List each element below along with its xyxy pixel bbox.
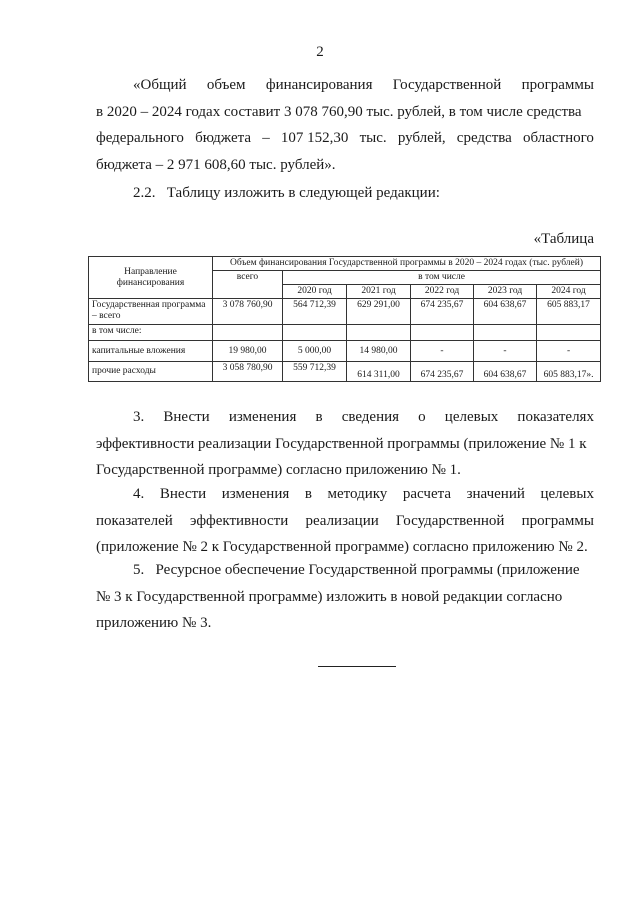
closing-divider: [318, 666, 396, 667]
item-5-line-2: № 3 к Государственной программе) изложить в новой редакции согласно: [96, 588, 563, 605]
header-volume: Объем финансирования Государственной программы в 2020 – 2024 годах (тыс. рублей): [213, 257, 601, 271]
cell-total: 3 078 760,90: [213, 299, 283, 325]
cell-total: 19 980,00: [213, 341, 283, 362]
row-label: капитальные вложения: [89, 341, 213, 362]
row-label: прочие расходы: [89, 362, 213, 382]
cell-value: 564 712,39: [283, 299, 347, 325]
cell-total: 3 058 780,90: [213, 362, 283, 382]
cell-value: -: [474, 341, 537, 362]
cell-value: 605 883,17».: [537, 362, 601, 382]
item-3: [96, 404, 594, 484]
intro-paragraph: [96, 72, 594, 178]
cell-value: [537, 325, 601, 341]
intro-line-1: «Общий объем финансирования Государственной программы: [133, 77, 594, 93]
header-including: в том числе: [283, 271, 601, 285]
cell-value: [474, 325, 537, 341]
cell-total: [213, 325, 283, 341]
header-year: 2020 год: [283, 285, 347, 299]
item-4: [96, 481, 594, 561]
intro-line-3: федерального бюджета – 107 152,30 тыс. рублей, средства областного: [96, 130, 594, 146]
intro-line-4: бюджета – 2 971 608,60 тыс. рублей».: [96, 156, 336, 173]
header-year: 2024 год: [537, 285, 601, 299]
item-3-line-3: Государственной программе) согласно приложению № 1.: [96, 462, 461, 478]
table-row: [89, 362, 601, 382]
header-year: 2021 год: [347, 285, 411, 299]
item-3-line-1: 3. Внести изменения в сведения о целевых показателях: [133, 409, 594, 425]
cell-value: 674 235,67: [411, 362, 474, 382]
item-3-line-2: эффективности реализации Государственной программы (приложение № 1 к: [96, 435, 587, 452]
table-caption: «Таблица: [533, 231, 594, 247]
header-direction: Направление финансирования: [89, 257, 213, 299]
financing-table: [88, 256, 601, 382]
table-row: [89, 325, 601, 341]
cell-value: 5 000,00: [283, 341, 347, 362]
item-5-line-1: 5. Ресурсное обеспечение Государственной программы (приложение: [133, 562, 580, 578]
cell-value: -: [537, 341, 601, 362]
table-row: [89, 299, 601, 325]
row-label: Государственная программа – всего: [89, 299, 213, 325]
page-number: 2: [316, 44, 324, 60]
item-4-line-2: показателей эффективности реализации Государственной программы: [96, 512, 594, 529]
cell-value: [411, 325, 474, 341]
cell-value: [347, 325, 411, 341]
cell-value: 605 883,17: [537, 299, 601, 325]
header-year: 2023 год: [474, 285, 537, 299]
item-4-line-3: (приложение № 2 к Государственной программе) согласно приложению № 2.: [96, 539, 588, 555]
cell-value: 674 235,67: [411, 299, 474, 325]
intro-line-2: в 2020 – 2024 годах составит 3 078 760,90 тыс. рублей, в том числе средства: [96, 103, 582, 120]
header-total: всего: [213, 271, 283, 299]
cell-value: 604 638,67: [474, 362, 537, 382]
cell-value: -: [411, 341, 474, 362]
cell-value: 559 712,39: [283, 362, 347, 382]
row-label: в том числе:: [89, 325, 213, 341]
item-5-line-3: приложению № 3.: [96, 615, 212, 631]
cell-value: 604 638,67: [474, 299, 537, 325]
cell-value: 614 311,00: [347, 362, 411, 382]
item-2-2: 2.2. Таблицу изложить в следующей редакции:: [133, 185, 440, 201]
item-5: [96, 557, 594, 637]
cell-value: 14 980,00: [347, 341, 411, 362]
cell-value: [283, 325, 347, 341]
header-year: 2022 год: [411, 285, 474, 299]
table-row: [89, 341, 601, 362]
item-4-line-1: 4. Внести изменения в методику расчета значений целевых: [133, 486, 594, 502]
cell-value: 629 291,00: [347, 299, 411, 325]
